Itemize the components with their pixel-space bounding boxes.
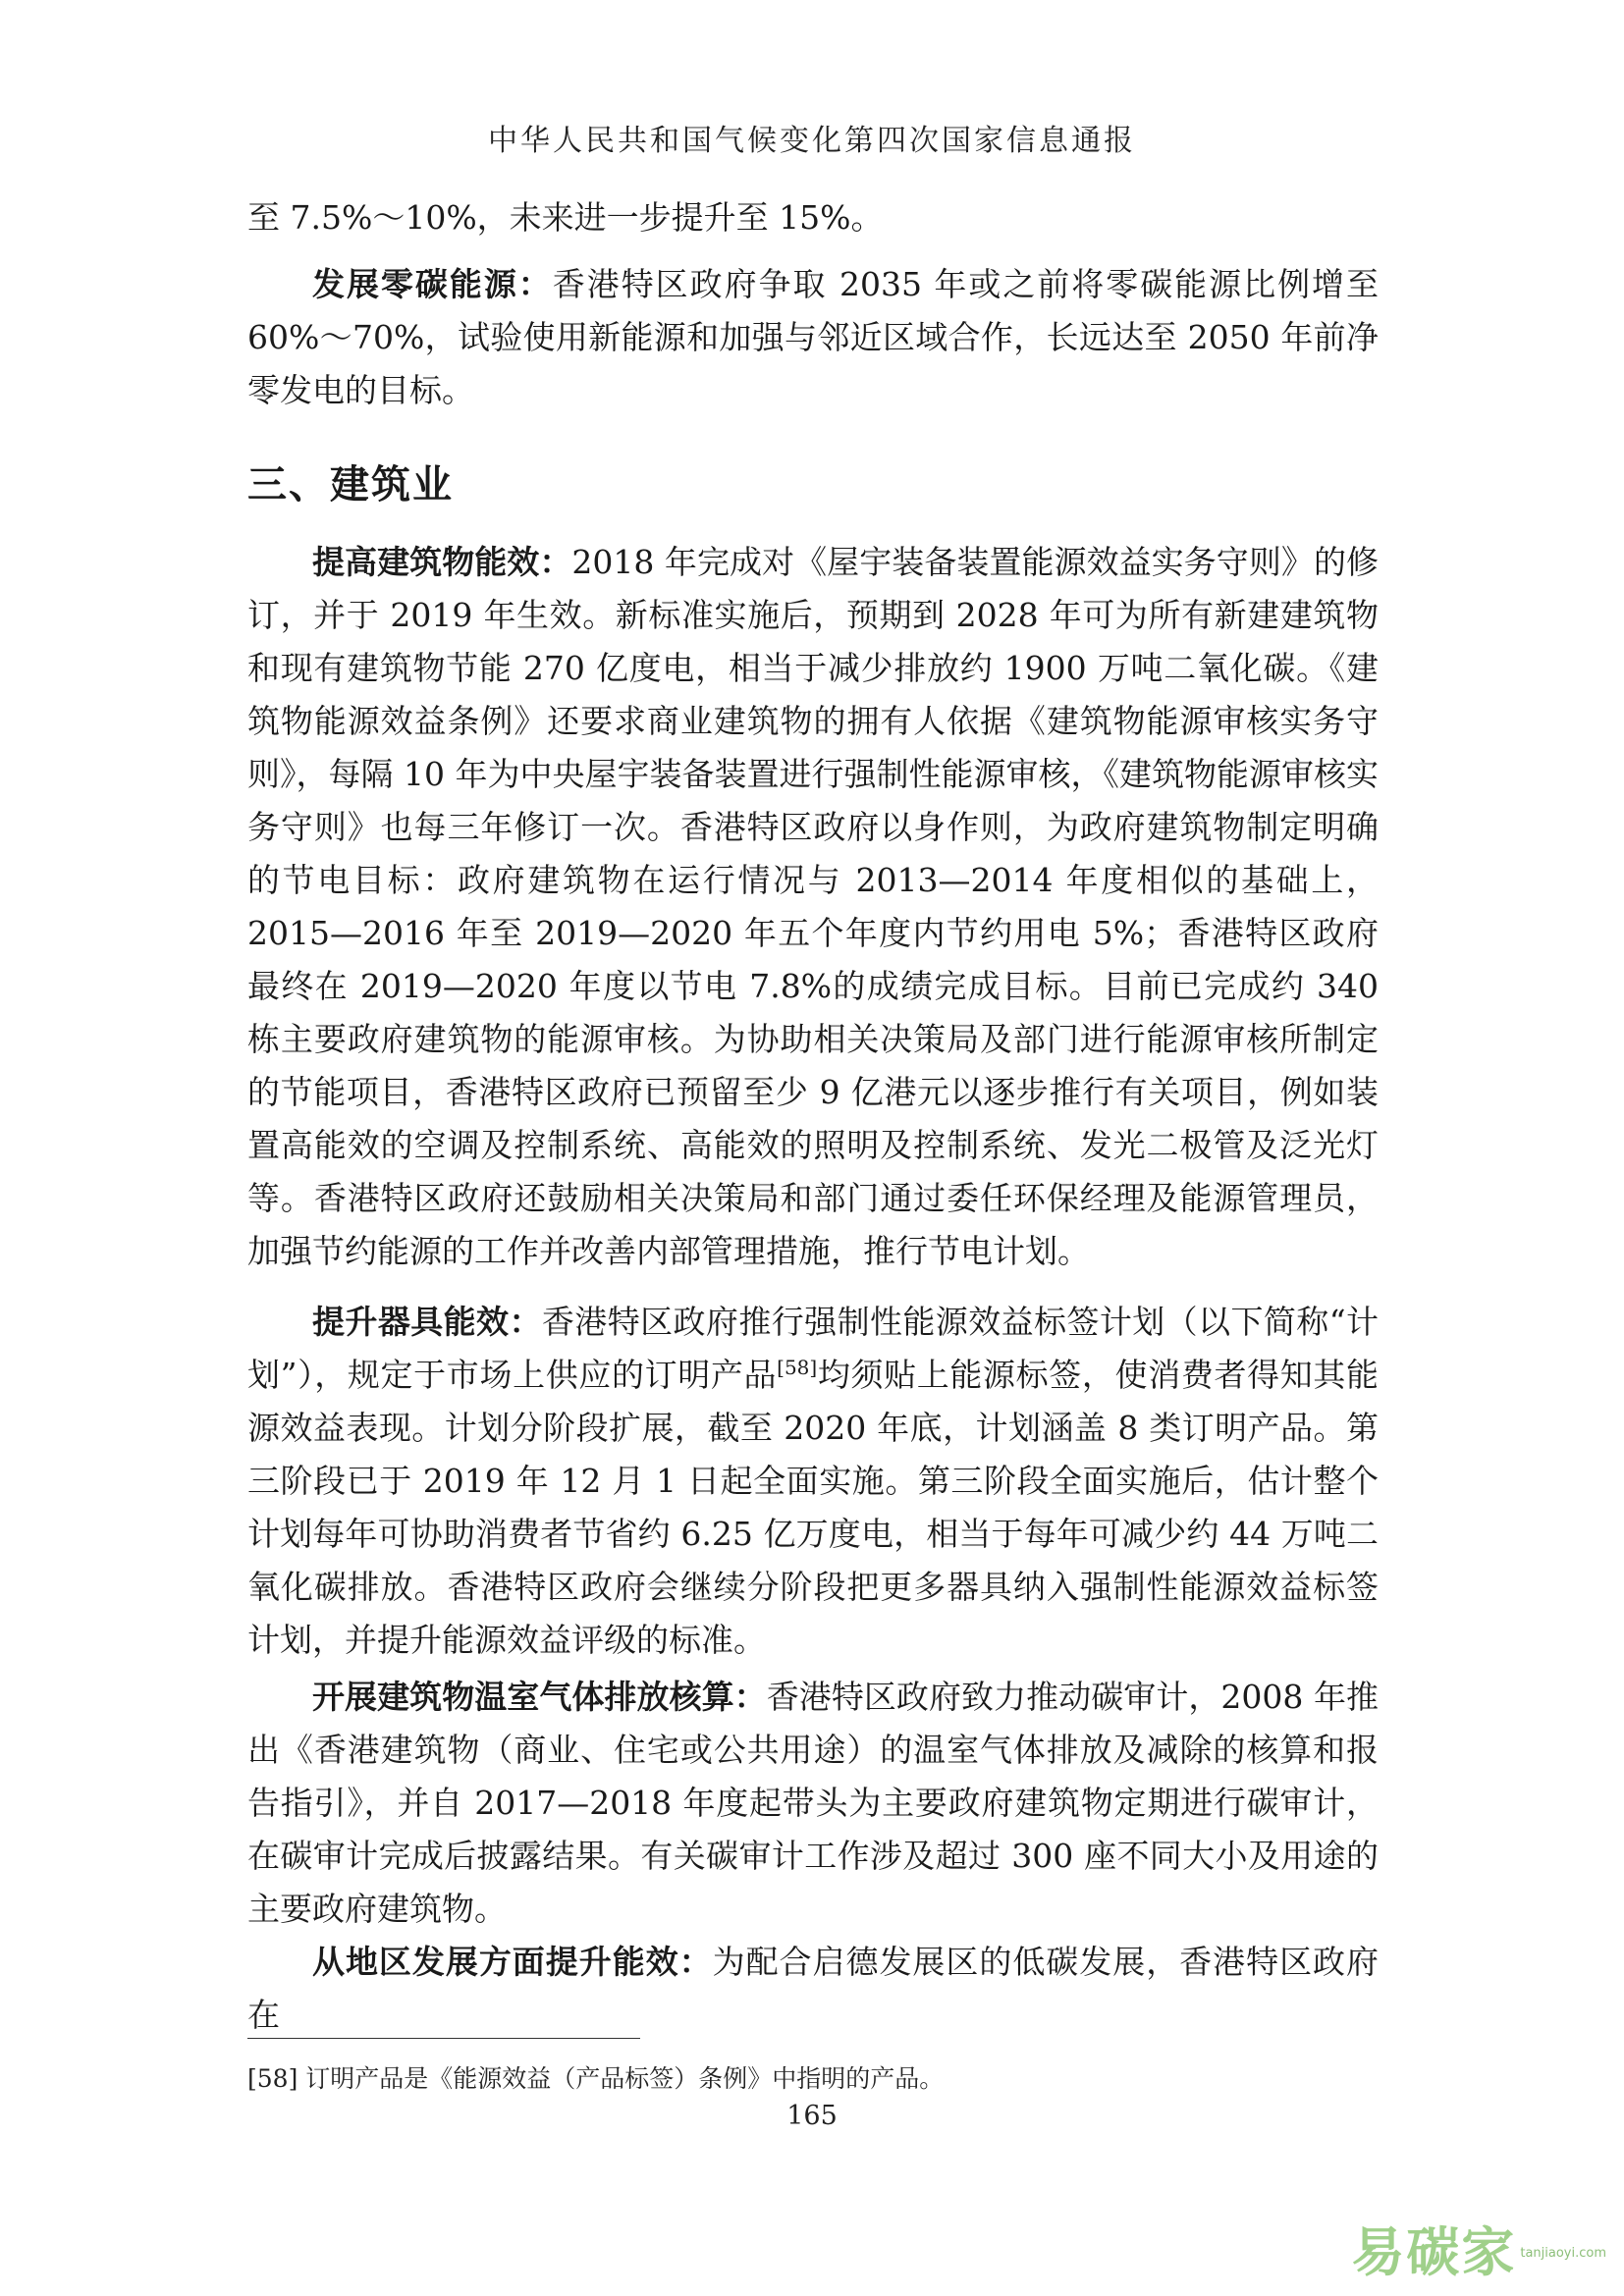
watermark-logo xyxy=(1351,2211,1606,2286)
paragraph-appliance-efficiency xyxy=(247,1296,1379,1667)
paragraph-text: 香港特区政府致力推动碳审计，2008 年推出《香港建筑物（商业、住宅或公共用途）的温室气体排放及减除的核算和报告指引》，并自 2017—2018 年度起带头为主要政府建筑物定期进行碳审计，在碳审计完成后披露结果。有关碳审计工作涉及超过 300 座不同大小及用途的主要政府建筑物。 xyxy=(247,1678,1379,1928)
paragraph-lead: 提高建筑物能效： xyxy=(312,543,572,581)
section-heading-block xyxy=(247,454,1379,509)
paragraph-text: 2018 年完成对《屋宇装备装置能源效益实务守则》的修订，并于 2019 年生效。新标准实施后，预期到 2028 年可为所有新建建筑物和现有建筑物节能 270 亿度电，相当于减少排放约 1900 万吨二氧化碳。《建筑物能源效益条例》还要求商业建筑物的拥有人依据《建筑物能源审核实务守则》，每隔 10 年为中央屋宇装备装置进行强制性能源审核，《建筑物能源审核实务守则》也每三年修订一次。香港特区政府以身作则，为政府建筑物制定明确的节电目标：政府建筑物在运行情况与 2013—2014 年度相似的基础上，2015—2016 年至 2019—2020 年五个年度内节约用电 5%；香港特区政府最终在 2019—2020 年度以节电 7.8%的成绩完成目标。目前已完成约 340 栋主要政府建筑物的能源审核。为协助相关决策局及部门进行能源审核所制定的节能项目，香港特区政府已预留至少 9 亿港元以逐步推行有关项目，例如装置高能效的空调及控制系统、高能效的照明及控制系统、发光二极管及泛光灯等。香港特区政府还鼓励相关决策局和部门通过委任环保经理及能源管理员，加强节约能源的工作并改善内部管理措施，推行节电计划。 xyxy=(247,543,1379,1270)
footnote-reference[interactable]: [58] xyxy=(777,1356,818,1379)
footnote-divider xyxy=(247,2038,640,2039)
paragraph-text: 至 7.5%～10%，未来进一步提升至 15%。 xyxy=(247,198,884,237)
paragraph-text-continued: 均须贴上能源标签，使消费者得知其能源效益表现。计划分阶段扩展，截至 2020 年底，计划涵盖 8 类订明产品。第三阶段已于 2019 年 12 月 1 日起全面实施。第三阶段全面实施后，估计整个计划每年可协助消费者节省约 6.25 亿万度电，相当于每年可减少约 44 万吨二氧化碳排放。香港特区政府会继续分阶段把更多器具纳入强制性能源效益标签计划，并提升能源效益评级的标准。 xyxy=(247,1356,1380,1659)
paragraph-ghg-accounting xyxy=(247,1671,1379,1936)
paragraph-continuation xyxy=(247,191,1379,244)
watermark-text: 易碳家 xyxy=(1351,2221,1517,2283)
paragraph-lead: 从地区发展方面提升能效： xyxy=(312,1943,713,1981)
paragraph-text: 香港特区政府推行强制性能源效益标签计划（以下简称“计划”），规定于市场上供应的订明产品 xyxy=(247,1303,1379,1394)
section-heading: 三、建筑业 xyxy=(247,462,454,507)
running-header: 中华人民共和国气候变化第四次国家信息通报 xyxy=(488,124,1136,158)
paragraph-zero-carbon-energy xyxy=(247,258,1379,417)
paragraph-text: 为配合启德发展区的低碳发展，香港特区政府在 xyxy=(247,1943,1380,2034)
footnote: [58] 订明产品是《能源效益（产品标签）条例》中指明的产品。 xyxy=(247,2064,945,2093)
paragraph-lead: 发展零碳能源： xyxy=(312,265,553,303)
paragraph-lead: 提升器具能效： xyxy=(312,1303,542,1341)
paragraph-lead: 开展建筑物温室气体排放核算： xyxy=(312,1678,767,1716)
watermark-url: tanjiaoyi.com xyxy=(1520,2246,1606,2261)
paragraph-district-development xyxy=(247,1936,1379,2042)
paragraph-text: 香港特区政府争取 2035 年或之前将零碳能源比例增至 60%～70%，试验使用新能源和加强与邻近区域合作，长远达至 2050 年前净零发电的目标。 xyxy=(247,265,1380,409)
page-number: 165 xyxy=(786,2101,838,2131)
paragraph-building-efficiency xyxy=(247,536,1379,1278)
